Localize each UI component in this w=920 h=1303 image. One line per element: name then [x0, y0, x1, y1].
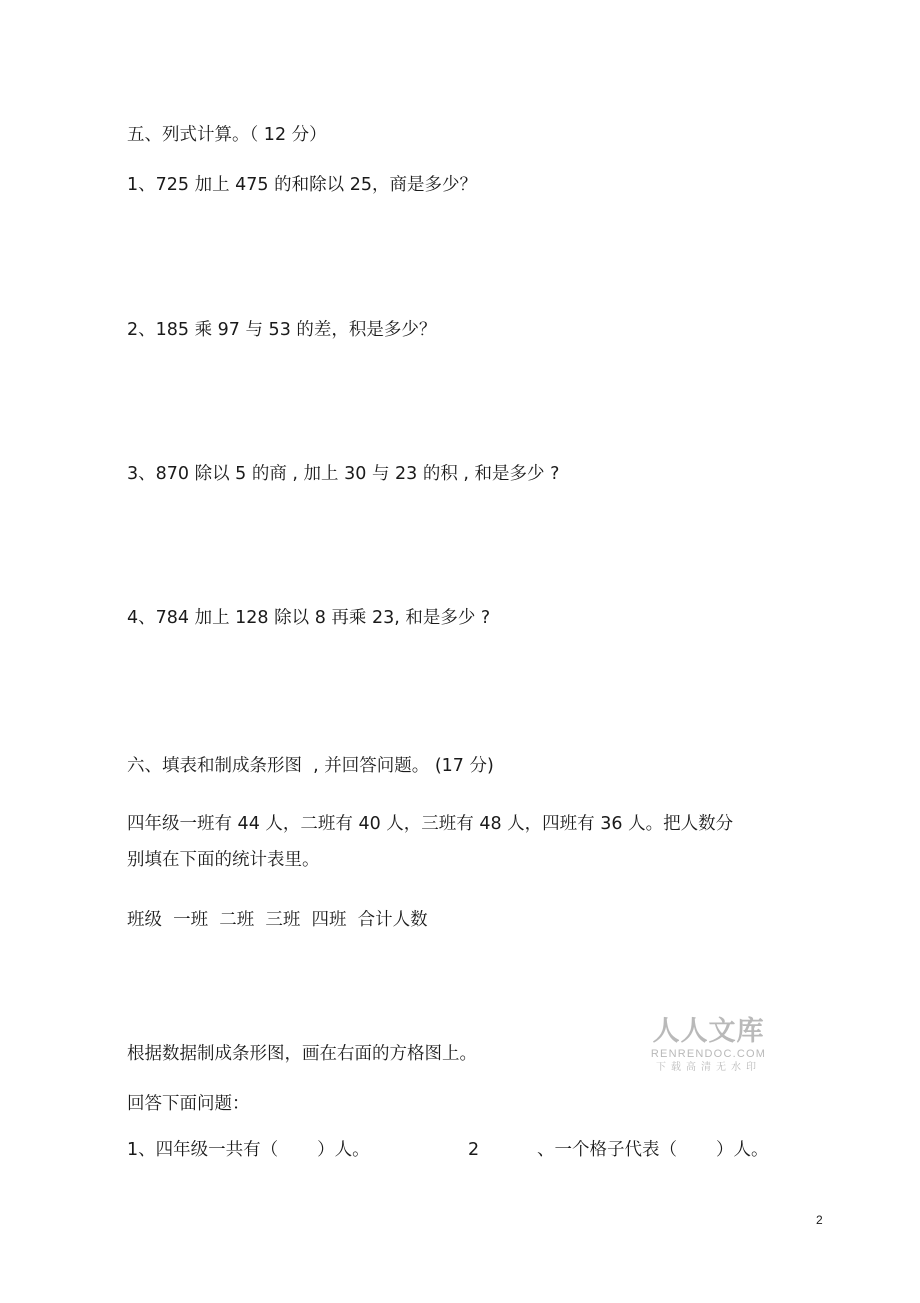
question-2: 2、185 乘 97 与 53 的差，积是多少？: [127, 320, 437, 340]
answer-question-2-number: 2: [468, 1140, 480, 1160]
section5-heading: 五、列式计算。（ 12 分）: [127, 125, 327, 145]
statistics-table-header: 班级 一班 二班 三班 四班 合计人数: [127, 910, 428, 930]
watermark-tagline: 下载高清无水印: [656, 1062, 761, 1073]
section6-description-line2: 别填在下面的统计表里。: [127, 850, 320, 870]
watermark-logo: [646, 1018, 771, 1073]
page-number: 2: [816, 1213, 823, 1227]
question-4: 4、784 加上 128 除以 8 再乘 23, 和是多少 ?: [127, 608, 491, 628]
question-3: 3、870 除以 5 的商 , 加上 30 与 23 的积 , 和是多少 ?: [127, 464, 560, 484]
watermark-domain: RENRENDOC.COM: [650, 1048, 767, 1060]
answer-question-2: 、一个格子代表（ ）人。: [537, 1140, 769, 1160]
chart-instruction: 根据数据制成条形图，画在右面的方格图上。: [127, 1044, 477, 1064]
watermark-title: 人人文库: [652, 1016, 765, 1047]
answer-prompt: 回答下面问题：: [127, 1094, 250, 1114]
section6-heading: 六、填表和制成条形图 , 并回答问题。 (17 分): [127, 756, 494, 776]
answer-question-1: 1、四年级一共有（ ）人。: [127, 1140, 370, 1160]
section6-description-line1: 四年级一班有 44 人，二班有 40 人，三班有 48 人，四班有 36 人。把人数分: [127, 814, 734, 834]
question-1: 1、725 加上 475 的和除以 25，商是多少？: [127, 175, 477, 195]
